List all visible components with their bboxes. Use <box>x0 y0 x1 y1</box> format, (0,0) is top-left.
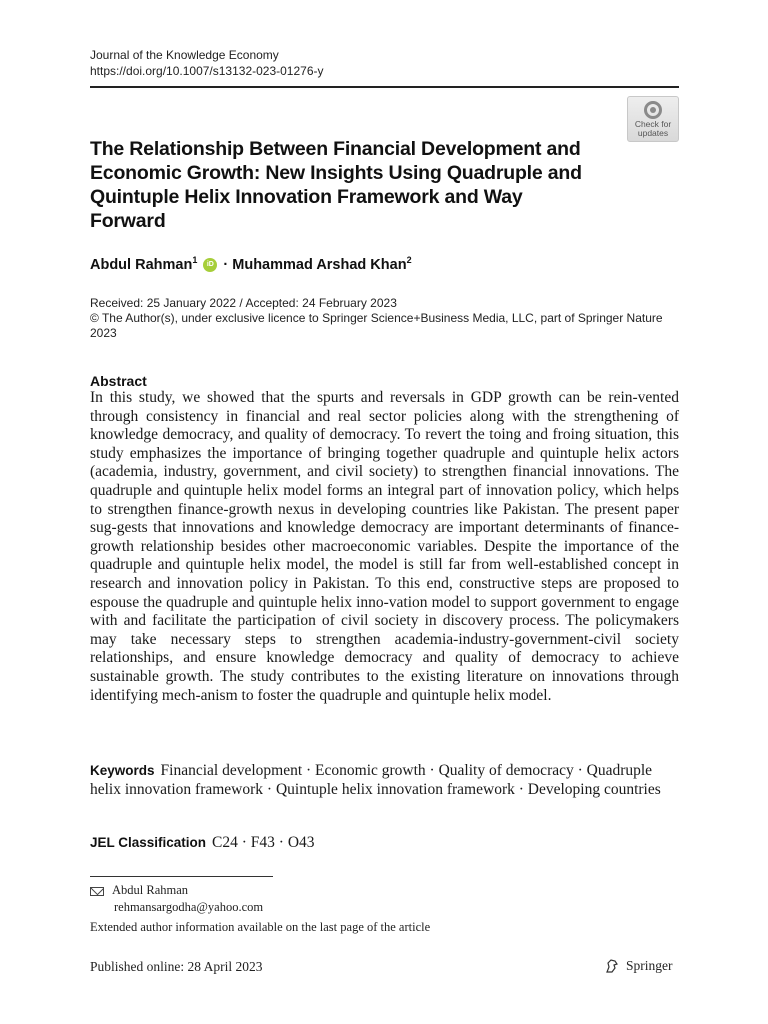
author-separator: · <box>223 256 229 273</box>
jel-heading: JEL Classification <box>90 835 207 850</box>
jel-codes: C24 · F43 · O43 <box>212 834 315 851</box>
author-email[interactable]: rehmansargodha@yahoo.com <box>114 899 264 914</box>
extended-author-info: Extended author information available on the last page of the article <box>90 920 431 934</box>
orcid-icon[interactable]: iD <box>203 258 217 272</box>
published-date: Published online: 28 April 2023 <box>90 959 263 974</box>
springer-horse-icon <box>604 958 620 974</box>
copyright-notice: © The Author(s), under exclusive licence to Springer Science+Business Media, LLC, part of Springer Nature 2023 <box>90 311 663 341</box>
header-rule <box>90 86 679 88</box>
article-title: The Relationship Between Financial Development and Economic Growth: New Insights Using Quadruple and Quintuple Helix Innovation Framework and Way Forward <box>90 138 582 232</box>
envelope-icon <box>90 887 104 896</box>
crossmark-icon <box>644 101 662 119</box>
keywords-heading: Keywords <box>90 763 155 778</box>
author-name[interactable]: Muhammad Arshad Khan <box>232 256 407 273</box>
received-accepted: Received: 25 January 2022 / Accepted: 24 February 2023 <box>90 296 397 310</box>
footnote-rule <box>90 876 273 877</box>
publisher-name: Springer <box>626 958 673 973</box>
corresponding-author: Abdul Rahman <box>112 883 189 897</box>
doi-link[interactable]: https://doi.org/10.1007/s13132-023-01276-y <box>90 63 324 78</box>
publisher-logo[interactable] <box>604 958 673 974</box>
abstract-heading: Abstract <box>90 373 147 389</box>
journal-name: Journal of the Knowledge Economy <box>90 48 279 62</box>
affiliation-marker: 2 <box>406 255 412 265</box>
keywords-section <box>90 761 679 799</box>
check-for-updates-badge[interactable] <box>627 96 679 142</box>
keywords-list: Financial development · Economic growth · Quality of democracy · Quadruple helix innovation framework · Quintuple helix innovation framework · Developing countries <box>90 762 661 798</box>
publication-dates <box>90 296 680 342</box>
crossmark-line1: Check for <box>634 119 672 129</box>
affiliation-marker: 1 <box>192 255 198 265</box>
crossmark-line2: updates <box>637 128 669 138</box>
abstract-body: In this study, we showed that the spurts and reversals in GDP growth can be rein-vented through consistency in financial and real sector policies along with the strengthening of knowledge democracy, and quality of democracy. To revert the toing and froing situation, this study emphasizes the importance of bringing together quadruple and quintuple helix actors (academia, industry, government, and civil society) to strengthen financial innovations. The quadruple and quintuple helix model forms an integral part of innovation policy, which helps to strengthen finance-growth nexus in developing countries like Pakistan. The present paper sug-gests that innovations and knowledge democracy are important determinants of finance-growth relationship besides other macroeconomic variables. Despite the importance of the quadruple and quintuple helix model, the model is still far from well-established concept in research and innovation policy in Pakistan. To this end, constructive steps are proposed to espouse the quadruple and quintuple helix inno-vation model to support government to engage with and facilitate the participation of civil society in discovery process. The policymakers may take necessary steps to strengthen academia-industry-government-civil society relationships, and ensure knowledge democracy and quality of democracy to achieve sustainable growth. The study contributes to the existing literature on innovations through identifying mech-anism to foster the quadruple and quintuple helix model. <box>90 389 679 704</box>
author-name[interactable]: Abdul Rahman <box>90 256 193 273</box>
author-list <box>90 255 412 273</box>
correspondence-footnote <box>90 882 263 915</box>
journal-header <box>90 48 324 79</box>
jel-section <box>90 834 315 852</box>
